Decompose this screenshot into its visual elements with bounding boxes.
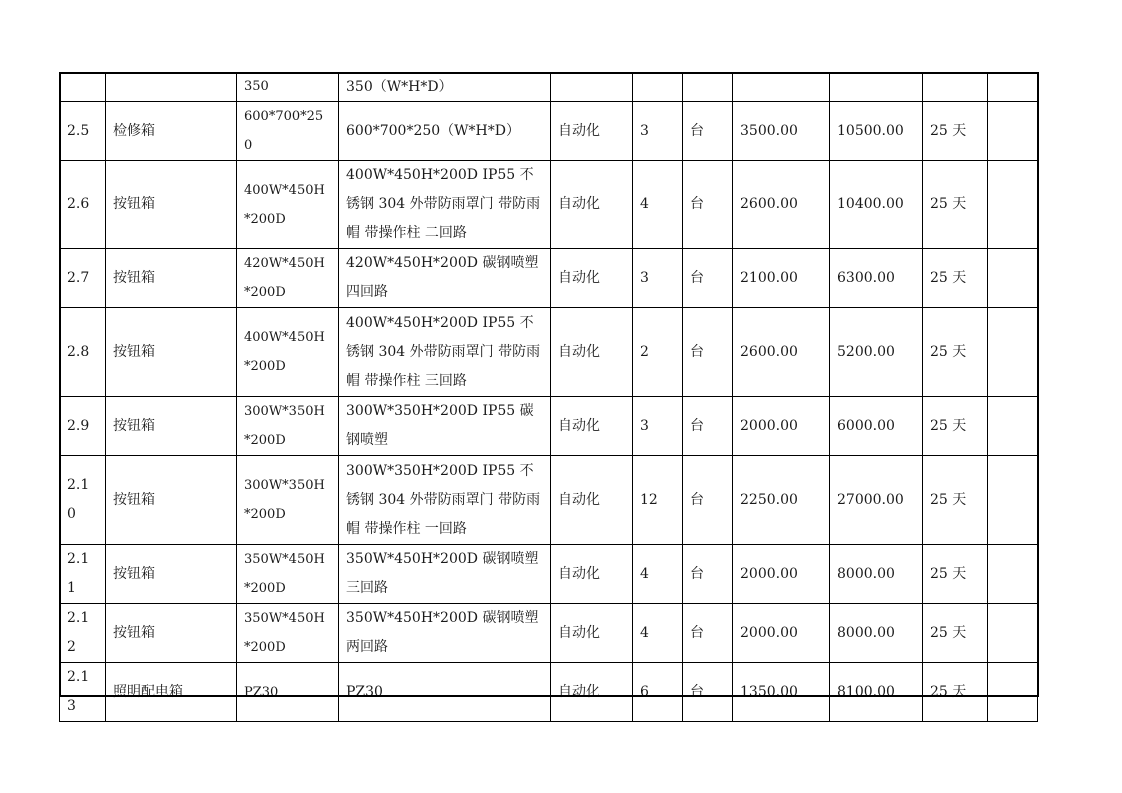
table-row [60,249,1038,308]
description-cell: PZ30 [339,663,551,722]
description-cell: 400W*450H*200D IP55 不锈钢 304 外带防雨罩门 带防雨帽 带操作柱 二回路 [339,161,551,249]
description-cell: 350W*450H*200D 碳钢喷塑两回路 [339,604,551,663]
description-cell: 350（W*H*D） [339,73,551,102]
model-spec-cell: 350 [237,73,339,102]
delivery-period-cell: 25 天 [923,456,988,545]
unit-price-cell: 2250.00 [733,456,830,545]
brand-cell: 自动化 [551,545,633,604]
unit-cell: 台 [683,102,733,161]
total-price-cell [830,73,923,102]
model-spec-cell: 400W*450H*200D [237,161,339,249]
item-name-cell: 检修箱 [106,102,237,161]
table-row [60,102,1038,161]
item-number-cell: 2.13 [60,663,106,722]
table-row [60,456,1038,545]
delivery-period-cell: 25 天 [923,545,988,604]
quantity-cell: 3 [633,249,683,308]
quantity-cell: 4 [633,545,683,604]
delivery-period-cell: 25 天 [923,397,988,456]
unit-price-cell: 2000.00 [733,397,830,456]
remark-cell [988,249,1038,308]
item-number-cell: 2.10 [60,456,106,545]
unit-cell: 台 [683,161,733,249]
item-name-cell: 按钮箱 [106,545,237,604]
item-number-cell: 2.5 [60,102,106,161]
remark-cell [988,102,1038,161]
delivery-period-cell: 25 天 [923,308,988,397]
model-spec-cell: PZ30 [237,663,339,722]
item-name-cell: 按钮箱 [106,456,237,545]
brand-cell [551,73,633,102]
item-name-cell: 按钮箱 [106,397,237,456]
total-price-cell: 5200.00 [830,308,923,397]
description-cell: 350W*450H*200D 碳钢喷塑三回路 [339,545,551,604]
unit-cell [683,73,733,102]
item-name-cell [106,73,237,102]
delivery-period-cell: 25 天 [923,249,988,308]
remark-cell [988,663,1038,722]
model-spec-cell: 300W*350H*200D [237,397,339,456]
item-name-cell: 按钮箱 [106,161,237,249]
unit-price-cell: 2000.00 [733,545,830,604]
quantity-cell [633,73,683,102]
total-price-cell: 8100.00 [830,663,923,722]
unit-cell: 台 [683,663,733,722]
brand-cell: 自动化 [551,663,633,722]
delivery-period-cell: 25 天 [923,102,988,161]
quantity-cell: 2 [633,308,683,397]
unit-cell: 台 [683,545,733,604]
table-row [60,308,1038,397]
brand-cell: 自动化 [551,249,633,308]
unit-price-cell: 1350.00 [733,663,830,722]
description-cell: 300W*350H*200D IP55 碳钢喷塑 [339,397,551,456]
unit-cell: 台 [683,604,733,663]
total-price-cell: 6300.00 [830,249,923,308]
unit-price-cell: 2100.00 [733,249,830,308]
quantity-cell: 6 [633,663,683,722]
remark-cell [988,456,1038,545]
remark-cell [988,161,1038,249]
brand-cell: 自动化 [551,308,633,397]
quantity-cell: 4 [633,604,683,663]
brand-cell: 自动化 [551,456,633,545]
table-row [60,161,1038,249]
total-price-cell: 8000.00 [830,545,923,604]
item-number-cell: 2.12 [60,604,106,663]
remark-cell [988,545,1038,604]
table-row [60,545,1038,604]
table-row [60,604,1038,663]
unit-cell: 台 [683,308,733,397]
model-spec-cell: 420W*450H*200D [237,249,339,308]
item-number-cell: 2.7 [60,249,106,308]
delivery-period-cell [923,73,988,102]
item-name-cell: 照明配电箱 [106,663,237,722]
unit-price-cell: 2000.00 [733,604,830,663]
remark-cell [988,604,1038,663]
brand-cell: 自动化 [551,397,633,456]
unit-cell: 台 [683,397,733,456]
quantity-cell: 12 [633,456,683,545]
unit-price-cell [733,73,830,102]
unit-cell: 台 [683,456,733,545]
model-spec-cell: 350W*450H*200D [237,545,339,604]
item-number-cell: 2.8 [60,308,106,397]
item-number-cell [60,73,106,102]
delivery-period-cell: 25 天 [923,161,988,249]
delivery-period-cell: 25 天 [923,604,988,663]
description-cell: 400W*450H*200D IP55 不锈钢 304 外带防雨罩门 带防雨帽 带操作柱 三回路 [339,308,551,397]
item-number-cell: 2.6 [60,161,106,249]
brand-cell: 自动化 [551,102,633,161]
total-price-cell: 10500.00 [830,102,923,161]
unit-cell: 台 [683,249,733,308]
quantity-cell: 4 [633,161,683,249]
item-name-cell: 按钮箱 [106,308,237,397]
item-number-cell: 2.9 [60,397,106,456]
delivery-period-cell: 25 天 [923,663,988,722]
remark-cell [988,308,1038,397]
unit-price-cell: 2600.00 [733,161,830,249]
total-price-cell: 10400.00 [830,161,923,249]
model-spec-cell: 400W*450H*200D [237,308,339,397]
table-row [60,397,1038,456]
remark-cell [988,73,1038,102]
brand-cell: 自动化 [551,161,633,249]
description-cell: 600*700*250（W*H*D） [339,102,551,161]
item-name-cell: 按钮箱 [106,249,237,308]
table-body [60,73,1038,722]
quantity-cell: 3 [633,397,683,456]
quotation-table [59,72,1038,722]
unit-price-cell: 2600.00 [733,308,830,397]
total-price-cell: 6000.00 [830,397,923,456]
item-number-cell: 2.11 [60,545,106,604]
brand-cell: 自动化 [551,604,633,663]
description-cell: 420W*450H*200D 碳钢喷塑四回路 [339,249,551,308]
model-spec-cell: 300W*350H*200D [237,456,339,545]
description-cell: 300W*350H*200D IP55 不锈钢 304 外带防雨罩门 带防雨帽 带操作柱 一回路 [339,456,551,545]
quantity-cell: 3 [633,102,683,161]
model-spec-cell: 600*700*250 [237,102,339,161]
model-spec-cell: 350W*450H*200D [237,604,339,663]
unit-price-cell: 3500.00 [733,102,830,161]
total-price-cell: 8000.00 [830,604,923,663]
table-row [60,663,1038,722]
item-name-cell: 按钮箱 [106,604,237,663]
remark-cell [988,397,1038,456]
table-row [60,73,1038,102]
total-price-cell: 27000.00 [830,456,923,545]
